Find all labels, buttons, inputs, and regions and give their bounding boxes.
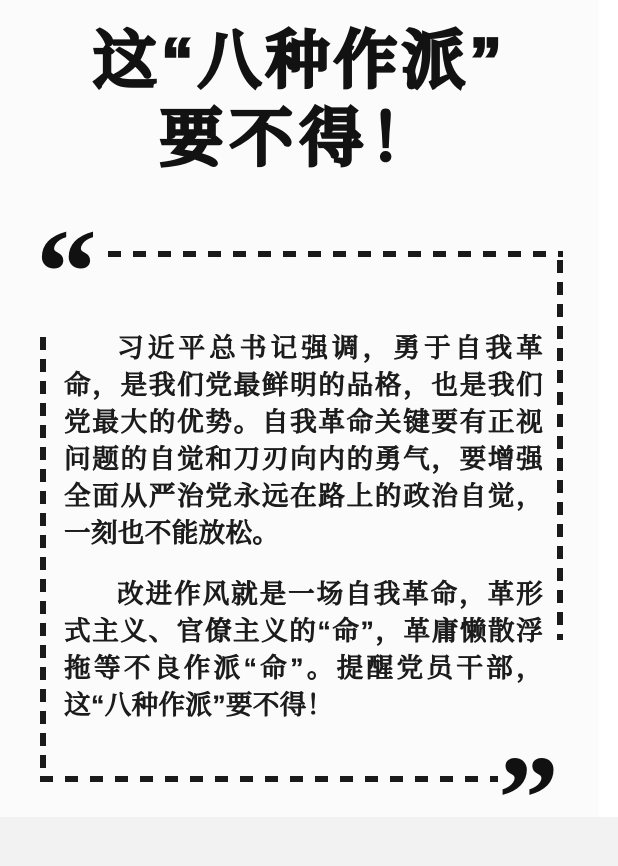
close-quote-icon: ” <box>498 731 557 866</box>
open-quote-icon: “ <box>36 205 95 340</box>
title-line-2: 要不得！ <box>160 103 440 174</box>
quote-paragraph-2: 改进作风就是一场自我革命，革形式主义、官僚主义的“命”，革庸懒散浮拖等不良作派“命”。提醒党员干部，这“八种作派”要不得！ <box>64 579 543 720</box>
poster-title <box>0 0 600 176</box>
quote-text-block <box>64 330 543 724</box>
quote-paragraph-1: 习近平总书记强调，勇于自我革命，是我们党最鲜明的品格，也是我们党最大的优势。自我革命关键要有正视问题的自觉和刀刃向内的勇气，要增强全面从严治党永远在路上的政治自觉，一刻也不能放松。 <box>64 333 543 548</box>
title-line-1: 这“八种作派” <box>93 26 507 96</box>
